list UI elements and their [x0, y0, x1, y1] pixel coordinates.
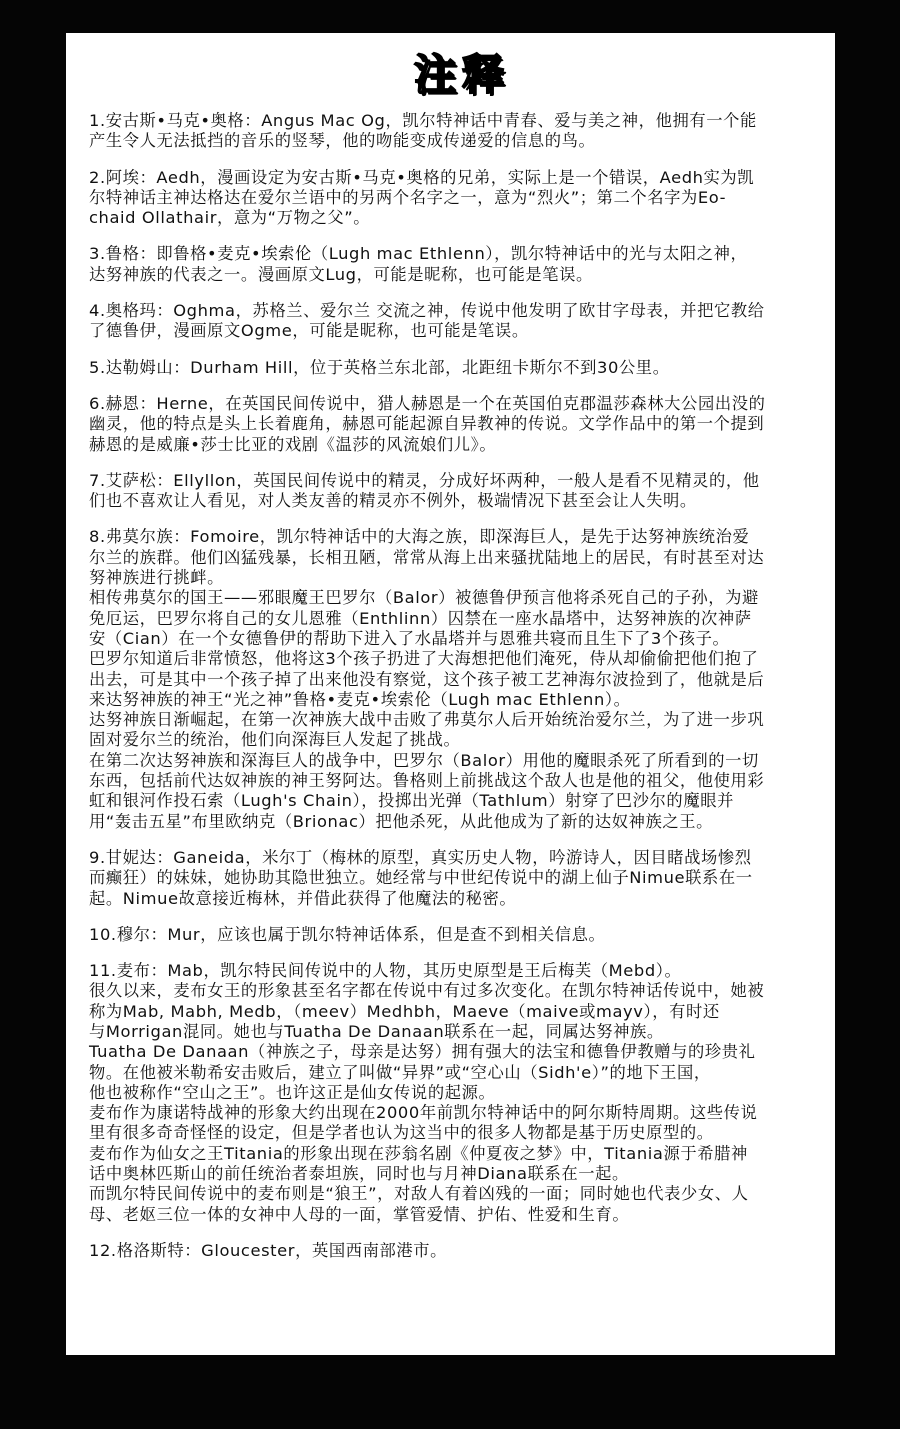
note-item	[89, 111, 829, 152]
note-item	[89, 394, 829, 455]
note-paragraph: 8.弗莫尔族：Fomoire，凯尔特神话中的大海之族，即深海巨人，是先于达努神族统治爱 尔兰的族群。他们凶猛残暴，长相丑陋，常常从海上出来骚扰陆地上的居民，有时甚至对达 努神族进行挑衅。	[89, 527, 765, 588]
note-paragraph: 很久以来，麦布女王的形象甚至名字都在传说中有过多次变化。在凯尔特神话传说中，她被 称为Mab, Mabh, Medb，（meev）Medhbh，Maeve（maive或mayv），有时还 与Morrigan混同。她也与Tuatha De Danaan联系在一起，同属达努神族。	[89, 981, 765, 1041]
page-title-text: 注释	[413, 50, 510, 99]
note-item	[89, 527, 829, 831]
note-paragraph: 11.麦布：Mab，凯尔特民间传说中的人物，其历史原型是王后梅芙（Mebd）。	[89, 961, 682, 981]
note-paragraph: Tuatha De Danaan（神族之子，母亲是达努）拥有强大的法宝和德鲁伊教赠与的珍贵礼 物。在他被米勒希安击败后，建立了叫做“异界”或“空心山（Sidh'e）”的地下王国， 他也被称作“空山之王”。也许这正是仙女传说的起源。	[89, 1042, 756, 1102]
note-paragraph: 相传弗莫尔的国王——邪眼魔王巴罗尔（Balor）被德鲁伊预言他将杀死自己的子孙，为避 免厄运，巴罗尔将自己的女儿恩雅（Enthlinn）囚禁在一座水晶塔中，达努神族的次神萨 安（Cian）在一个女德鲁伊的帮助下进入了水晶塔并与恩雅共寝而且生下了3个孩子。	[89, 588, 759, 648]
note-item	[89, 471, 829, 512]
note-paragraph: 10.穆尔：Mur，应该也属于凯尔特神话体系，但是查不到相关信息。	[89, 924, 606, 944]
notes-list	[89, 111, 829, 1261]
note-item	[89, 848, 829, 909]
note-item	[89, 1241, 829, 1261]
note-paragraph: 7.艾萨松：Ellyllon，英国民间传说中的精灵，分成好坏两种，一般人是看不见精灵的，他 们也不喜欢让人看见，对人类友善的精灵亦不例外，极端情况下甚至会让人失明。	[89, 470, 760, 511]
note-item	[89, 925, 829, 945]
note-paragraph: 而凯尔特民间传说中的麦布则是“狼王”，对敌人有着凶残的一面；同时她也代表少女、人 母、老妪三位一体的女神中人母的一面，掌管爱情、护佑、性爱和生育。	[89, 1184, 749, 1224]
page-title	[89, 47, 835, 103]
note-paragraph: 巴罗尔知道后非常愤怒，他将这3个孩子扔进了大海想把他们淹死，侍从却偷偷把他们抱了 出去，可是其中一个孩子掉了出来他没有察觉，这个孩子被工艺神海尔波捡到了，他就是后 来达努神族的神王“光之神”鲁格•麦克•埃索伦（Lugh mac Ethlenn）。	[89, 649, 765, 709]
annotation-page	[66, 33, 835, 1355]
note-paragraph: 2.阿埃：Aedh，漫画设定为安古斯•马克•奥格的兄弟，实际上是一个错误，Aedh实为凯 尔特神话主神达格达在爱尔兰语中的另两个名字之一，意为“烈火”；第二个名字为Eo- chaid Ollathair，意为“万物之父”。	[89, 167, 755, 228]
note-paragraph: 9.甘妮达：Ganeida，米尔丁（梅林的原型，真实历史人物，吟游诗人，因目睹战场惨烈 而癫狂）的妹妹，她协助其隐世独立。她经常与中世纪传说中的湖上仙子Nimue联系在一 起。Nimue故意接近梅林，并借此获得了他魔法的秘密。	[89, 847, 753, 908]
note-item	[89, 301, 829, 342]
note-paragraph: 麦布作为仙女之王Titania的形象出现在莎翁名剧《仲夏夜之梦》中，Titania源于希腊神 话中奥林匹斯山的前任统治者泰坦族，同时也与月神Diana联系在一起。	[89, 1143, 748, 1184]
note-paragraph: 5.达勒姆山：Durham Hill，位于英格兰东北部，北距纽卡斯尔不到30公里。	[89, 357, 670, 377]
note-item	[89, 358, 829, 378]
note-paragraph: 达努神族日渐崛起，在第一次神族大战中击败了弗莫尔人后开始统治爱尔兰，为了进一步巩 固对爱尔兰的统治，他们向深海巨人发起了挑战。	[89, 710, 765, 750]
note-paragraph: 6.赫恩：Herne，在英国民间传说中，猎人赫恩是一个在英国伯克郡温莎森林大公园出没的 幽灵，他的特点是头上长着鹿角，赫恩可能起源自异教神的传说。文学作品中的第一个提到 赫恩的是威廉•莎士比亚的戏剧《温莎的风流娘们儿》。	[89, 393, 766, 454]
note-paragraph: 麦布作为康诺特战神的形象大约出现在2000年前凯尔特神话中的阿尔斯特周期。这些传说 里有很多奇奇怪怪的设定，但是学者也认为这当中的很多人物都是基于历史原型的。	[89, 1103, 758, 1143]
note-paragraph: 12.格洛斯特：Gloucester，英国西南部港市。	[89, 1240, 447, 1260]
note-paragraph: 4.奥格玛：Oghma，苏格兰、爱尔兰 交流之神，传说中他发明了欧甘字母表，并把它教给 了德鲁伊，漫画原文Ogme，可能是昵称，也可能是笔误。	[89, 301, 765, 341]
note-item	[89, 961, 829, 1225]
note-item	[89, 244, 829, 285]
note-paragraph: 3.鲁格：即鲁格•麦克•埃索伦（Lugh mac Ethlenn），凯尔特神话中的光与太阳之神， 达努神族的代表之一。漫画原文Lug，可能是昵称，也可能是笔误。	[89, 244, 748, 284]
note-paragraph: 在第二次达努神族和深海巨人的战争中，巴罗尔（Balor）用他的魔眼杀死了所看到的一切 东西，包括前代达奴神族的神王努阿达。鲁格则上前挑战这个敌人也是他的祖父，他使用彩 虹和银河作投石索（Lugh's Chain），投掷出光弹（Tathlum）射穿了巴沙尔的魔眼并 用“轰击五星”布里欧纳克（Brionac）把他杀死，从此他成为了新的达奴神族之王。	[89, 750, 765, 831]
note-item	[89, 168, 829, 229]
note-paragraph: 1.安古斯•马克•奥格：Angus Mac Og，凯尔特神话中青春、爱与美之神，他拥有一个能 产生令人无法抵挡的音乐的竖琴，他的吻能变成传递爱的信息的鸟。	[89, 111, 757, 151]
